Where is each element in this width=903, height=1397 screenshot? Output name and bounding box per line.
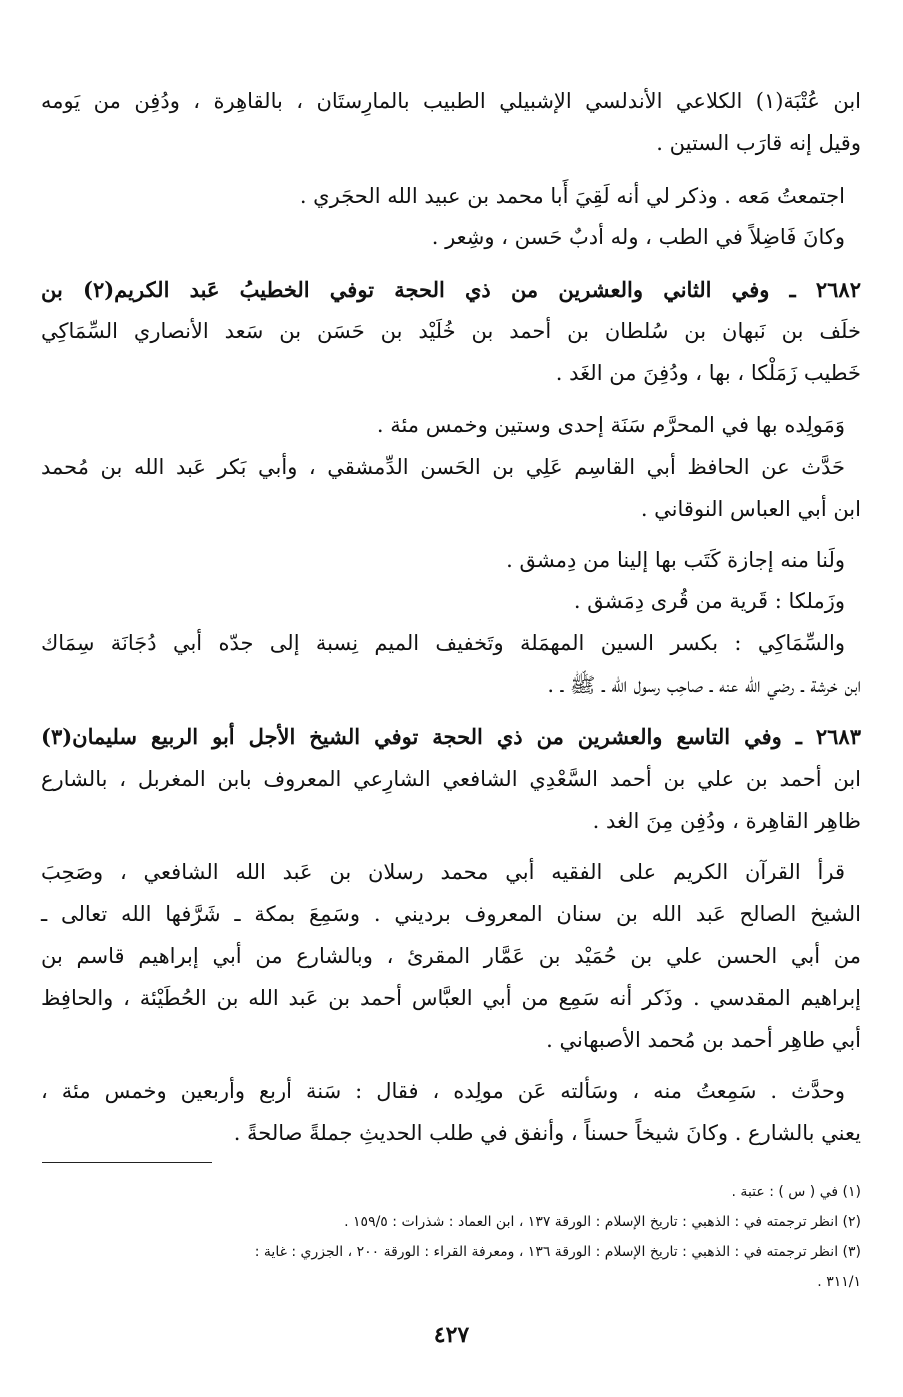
text-line: وَمَولِده بها في المحرَّم سَنَة إحدى وستين وخمس مئة . [376,413,845,437]
footnote-3-continued: ٣١١/١ . [817,1274,861,1290]
text-line: وكانَ فَاضِلاً في الطب ، وله أدبٌ حَسن ، وشِعر . [431,225,845,249]
text-line: وقيل إنه قارَب الستين . [656,131,861,155]
text-line: والسِّمَاكِي : بكسر السين المهمَلة وتَخفيف الميم نِسبة إلى جدّه أبي دُجَانَة سِمَاك [41,631,845,655]
entry-heading-2683: ٢٦٨٣ ـ وفي التاسع والعشرين من ذي الحجة توفي الشيخ الأجل أبو الربيع سليمان(٣) [41,724,861,749]
text-line: أبي طاهِر أحمد بن مُحمد الأصبهاني . [546,1028,861,1052]
text-line: من أبي الحسن علي بن حُمَيْد بن عَمَّار المقرئ ، وبالشارع من أبي إبراهيم قاسم بن [41,944,861,968]
text-line: ولَنا منه إجازة كَتَب بها إلينا من دِمشق . [506,548,845,572]
footnote-3: (٣) انظر ترجمته في : الذهبي : تاريخ الإسلام : الورقة ١٣٦ ، ومعرفة القراء : الورقة ٢٠٠ ، الجزري : غاية : [254,1244,861,1260]
text-line: الشيخ الصالح عَبد الله بن سنان المعروف برديني . وسَمِعَ بمكة ـ شَرَّفها الله تعالى ـ [41,902,861,926]
text-line: ابن أبي العباس النوقاني . [640,497,861,521]
text-line: ابن أحمد بن علي بن أحمد السَّعْدِي الشافعي الشارِعي المعروف بابن المغربل ، بالشارع [41,767,861,791]
footnote-2: (٢) انظر ترجمته في : الذهبي : تاريخ الإسلام : الورقة ١٣٧ ، ابن العماد : شذرات : ١٥٩/٥ . [344,1214,861,1230]
text-line: خلَف بن نَبهان بن سُلطان بن أحمد بن خُلَيْد بن حَسَن بن سَعد الأنصاري السِّمَاكِي [41,319,861,343]
text-line: ظاهِر القاهِرة ، ودُفِن مِنَ الغد . [592,809,861,833]
entry-heading-2682: ٢٦٨٢ ـ وفي الثاني والعشرين من ذي الحجة توفي الخطيبُ عَبد الكريم(٢) بن [41,277,861,302]
text-line: قرأ القرآن الكريم على الفقيه أبي محمد رسلان بن عَبد الله الشافعي ، وصَحِبَ [41,860,845,884]
text-line: ابن عُتْبَة(١) الكلاعي الأندلسي الإشبيلي الطبيب بالمارِستَان ، بالقاهِرة ، ودُفِن من يَومه [41,89,861,113]
text-line: اجتمعتُ مَعه . وذكر لي أنه لَقِيَ أَبا محمد بن عبيد الله الحجَري . [299,184,845,208]
text-line: خَطيب زَمَلْكا ، بها ، ودُفِنَ من الغَد . [555,361,861,385]
page-number: ٤٢٧ [433,1322,470,1348]
footnote-1: (١) في ( س ) : عتبة . [731,1184,861,1200]
text-line: إبراهيم المقدسي . وذَكر أنه سَمِع من أبي العبَّاس أحمد بن عَبد الله بن الحُطَيْئة ، والحافِظ [41,986,861,1010]
text-line: ابن خرشة ـ رضي الله عنه ـ صاحِب رسول الله ـ ﷺ ـ . [547,673,861,697]
text-line: يعني بالشارع . وكانَ شيخاً حسناً ، وأنفق في طلب الحديثِ جملةً صالحةً . [233,1121,861,1145]
text-line: حَدَّث عن الحافظ أبي القاسِم عَلِي بن الحَسن الدِّمشقي ، وأبي بَكر عَبد الله بن مُحمد [41,455,845,479]
text-line: وزَملكا : قَرية من قُرى دِمَشق . [573,589,845,613]
footnote-separator [42,1162,212,1163]
text-line: وحدَّث . سَمِعتُ منه ، وسَألته عَن مولِده ، فقال : سَنة أربع وأربعين وخمس مئة ، [41,1079,845,1103]
